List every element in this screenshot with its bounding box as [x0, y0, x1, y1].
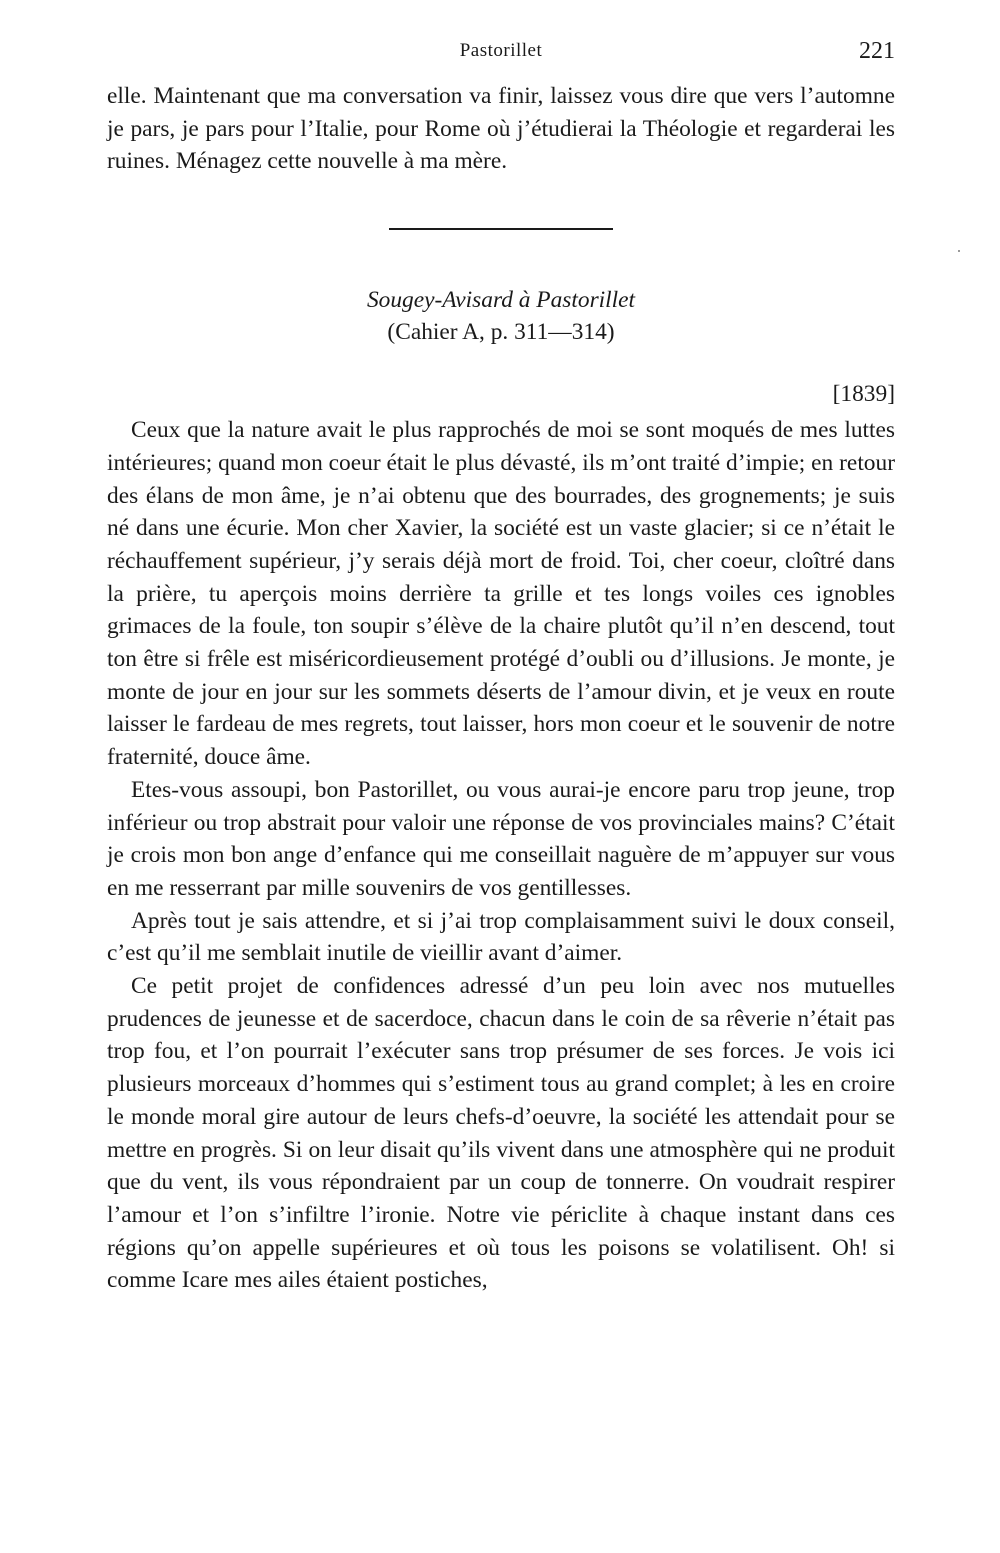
letter-body — [107, 414, 895, 1297]
running-head — [107, 30, 895, 80]
letter-paragraph-2: Etes-vous assoupi, bon Pastorillet, ou vous aurai-je encore paru trop jeune, trop inférieur ou trop abstrait pour valoir une réponse de vos provinciales mains? C’était je crois mon bon ange d’enfance qui me conseillait naguère de m’appuyer sur vous en me resserrant par mille souvenirs de vos gentillesses. — [107, 776, 895, 901]
running-title: Pastorillet — [459, 40, 543, 61]
letter-paragraph-3: Après tout je sais attendre, et si j’ai trop complaisamment suivi le doux conseil, c’est qu’il me semblait inutile de vieillir avant d’aimer. — [107, 907, 895, 967]
continuation-paragraph: elle. Maintenant que ma conversation va finir, laissez vous dire que vers l’automne je pars, je pars pour l’Italie, pour Rome où j’étudierai la Théologie et regarderai les ruines. Ménagez cette nouvelle à ma mère. — [107, 83, 895, 175]
letter-paragraph-4: Ce petit projet de confidences adressé d’un peu loin avec nos mutuelles prudences de jeunesse et de sacerdoce, chacun dans le coin de sa rêverie n’était pas trop fou, et l’on pourrait l’exécuter sans trop présumer de ses forces. Je vois ici plusieurs morceaux d’hommes qui s’estiment tous au grand complet; à les en croire le monde moral gire autour de leurs chefs-d’oeuvre, la société les attendait pour se mettre en progrès. Si on leur disait qu’ils vivent dans une atmosphère qui ne produit que du vent, ils vous répondraient par un coup de tonnerre. On voudrait respirer l’amour et l’on s’infiltre l’ironie. Notre vie périclite à chaque instant dans ces régions qu’on appelle supérieures et où tous les poisons se volatilisent. Oh! si comme Icare mes ailes étaient postiches, — [107, 973, 895, 1294]
section-divider — [389, 228, 613, 230]
book-page — [107, 30, 895, 1297]
letter-title: Sougey-Avisard à Pastorillet — [366, 287, 636, 314]
letter-paragraph-1: Ceux que la nature avait le plus rapprochés de moi se sont moqués de mes luttes intérieures; quand mon coeur était le plus dévasté, ils m’ont traité d’impie; en retour des élans de mon âme, je n’ai obtenu que des bourrades, des grognements; je suis né dans une écurie. Mon cher Xavier, la société est un vaste glacier; si ce n’était le réchauffement supérieur, j’y serais déjà mort de froid. Toi, cher coeur, cloîtré dans la prière, tu aperçois moins derrière ta grille et tes longs voiles ces ignobles grimaces de la foule, ton soupir s’élève de la chaire plutôt qu’il n’en descend, tout ton être si frêle est miséricordieusement protégé d’oubli ou d’illusions. Je monte, je monte de jour en jour sur les sommets déserts de l’amour divin, et je veux en route laisser le fardeau de mes regrets, tout laisser, hors mon coeur et le souvenir de notre fraternité, douce âme. — [107, 417, 895, 771]
letter-heading — [107, 284, 895, 348]
body-text — [107, 80, 895, 178]
page-number: 221 — [859, 38, 895, 64]
letter-date: [1839] — [832, 381, 895, 408]
letter-source: (Cahier A, p. 311—314) — [387, 319, 615, 346]
margin-speck — [958, 250, 960, 252]
